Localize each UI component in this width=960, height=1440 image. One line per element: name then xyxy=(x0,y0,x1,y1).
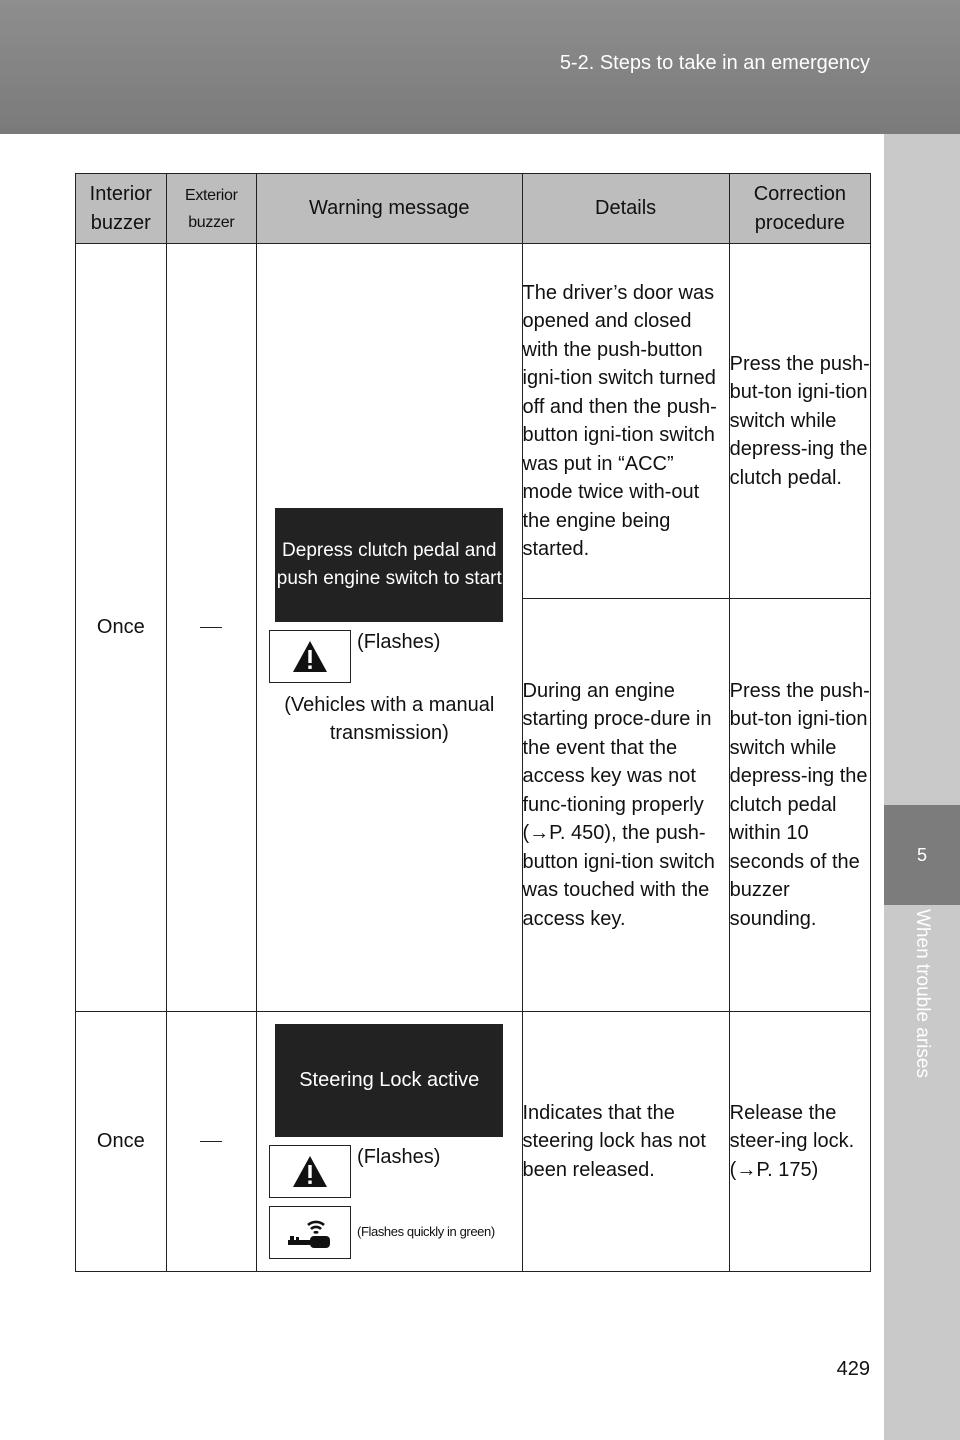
table-row xyxy=(76,244,871,599)
row1b-procedure: Press the push-but-ton igni-tion switch while depress-ing the clutch pedal within 10 seconds of the buzzer sounding. xyxy=(729,599,870,1012)
table-row xyxy=(76,1012,871,1272)
chapter-title: When trouble arises xyxy=(912,909,933,1078)
flashes-green-note: (Flashes quickly in green) xyxy=(357,1224,495,1240)
key-indicator-icon xyxy=(269,1206,351,1259)
header-correction-procedure: Correction procedure xyxy=(729,174,870,244)
flashes-note: (Flashes) xyxy=(357,630,441,653)
row2-details: Indicates that the steering lock has not been released. xyxy=(522,1012,729,1272)
dash-mark xyxy=(200,627,222,628)
warning-icon-row xyxy=(257,630,521,683)
chapter-title-container xyxy=(884,905,960,1115)
header-warning-message: Warning message xyxy=(257,174,522,244)
display-message-steering-lock: Steering Lock active xyxy=(275,1024,503,1137)
key-icon-row xyxy=(257,1206,521,1259)
row1a-details: The driver’s door was opened and closed with the push-button igni-tion switch turned off and then the push-button igni-tion switch was put in “ACC” mode twice with-out the engine being started. xyxy=(522,244,729,599)
flashes-note: (Flashes) xyxy=(357,1146,441,1169)
row1-interior-buzzer: Once xyxy=(76,244,167,1012)
row1-warning-message xyxy=(257,244,522,1012)
header-interior-buzzer: Interior buzzer xyxy=(76,174,167,244)
display-message-clutch: Depress clutch pedal and push engine switch to start xyxy=(275,508,503,622)
master-warning-icon xyxy=(269,630,351,683)
header-exterior-buzzer: Exterior buzzer xyxy=(166,174,256,244)
section-title: 5-2. Steps to take in an emergency xyxy=(559,52,870,74)
warning-icon-row xyxy=(257,1145,521,1198)
row2-exterior-buzzer xyxy=(166,1012,256,1272)
warning-table xyxy=(75,173,871,1272)
row1-exterior-buzzer xyxy=(166,244,256,1012)
row1a-procedure: Press the push-but-ton igni-tion switch while depress-ing the clutch pedal. xyxy=(729,244,870,599)
table-header-row xyxy=(76,174,871,244)
row2-interior-buzzer: Once xyxy=(76,1012,167,1272)
master-warning-icon xyxy=(269,1145,351,1198)
page-number: 429 xyxy=(836,1358,870,1380)
header-details: Details xyxy=(522,174,729,244)
manual-transmission-note: (Vehicles with a manual transmission) xyxy=(284,693,495,744)
dash-mark xyxy=(200,1141,222,1142)
chapter-side-tab xyxy=(884,134,960,1440)
row2-procedure: Release the steer-ing lock. (→P. 175) xyxy=(729,1012,870,1272)
chapter-number: 5 xyxy=(884,805,960,905)
header-band xyxy=(0,0,960,134)
row1b-details: During an engine starting proce-dure in the event that the access key was not func-tioning properly (→P. 450), the push-button igni-tion switch was touched with the access key. xyxy=(522,599,729,1012)
row2-warning-message xyxy=(257,1012,522,1272)
